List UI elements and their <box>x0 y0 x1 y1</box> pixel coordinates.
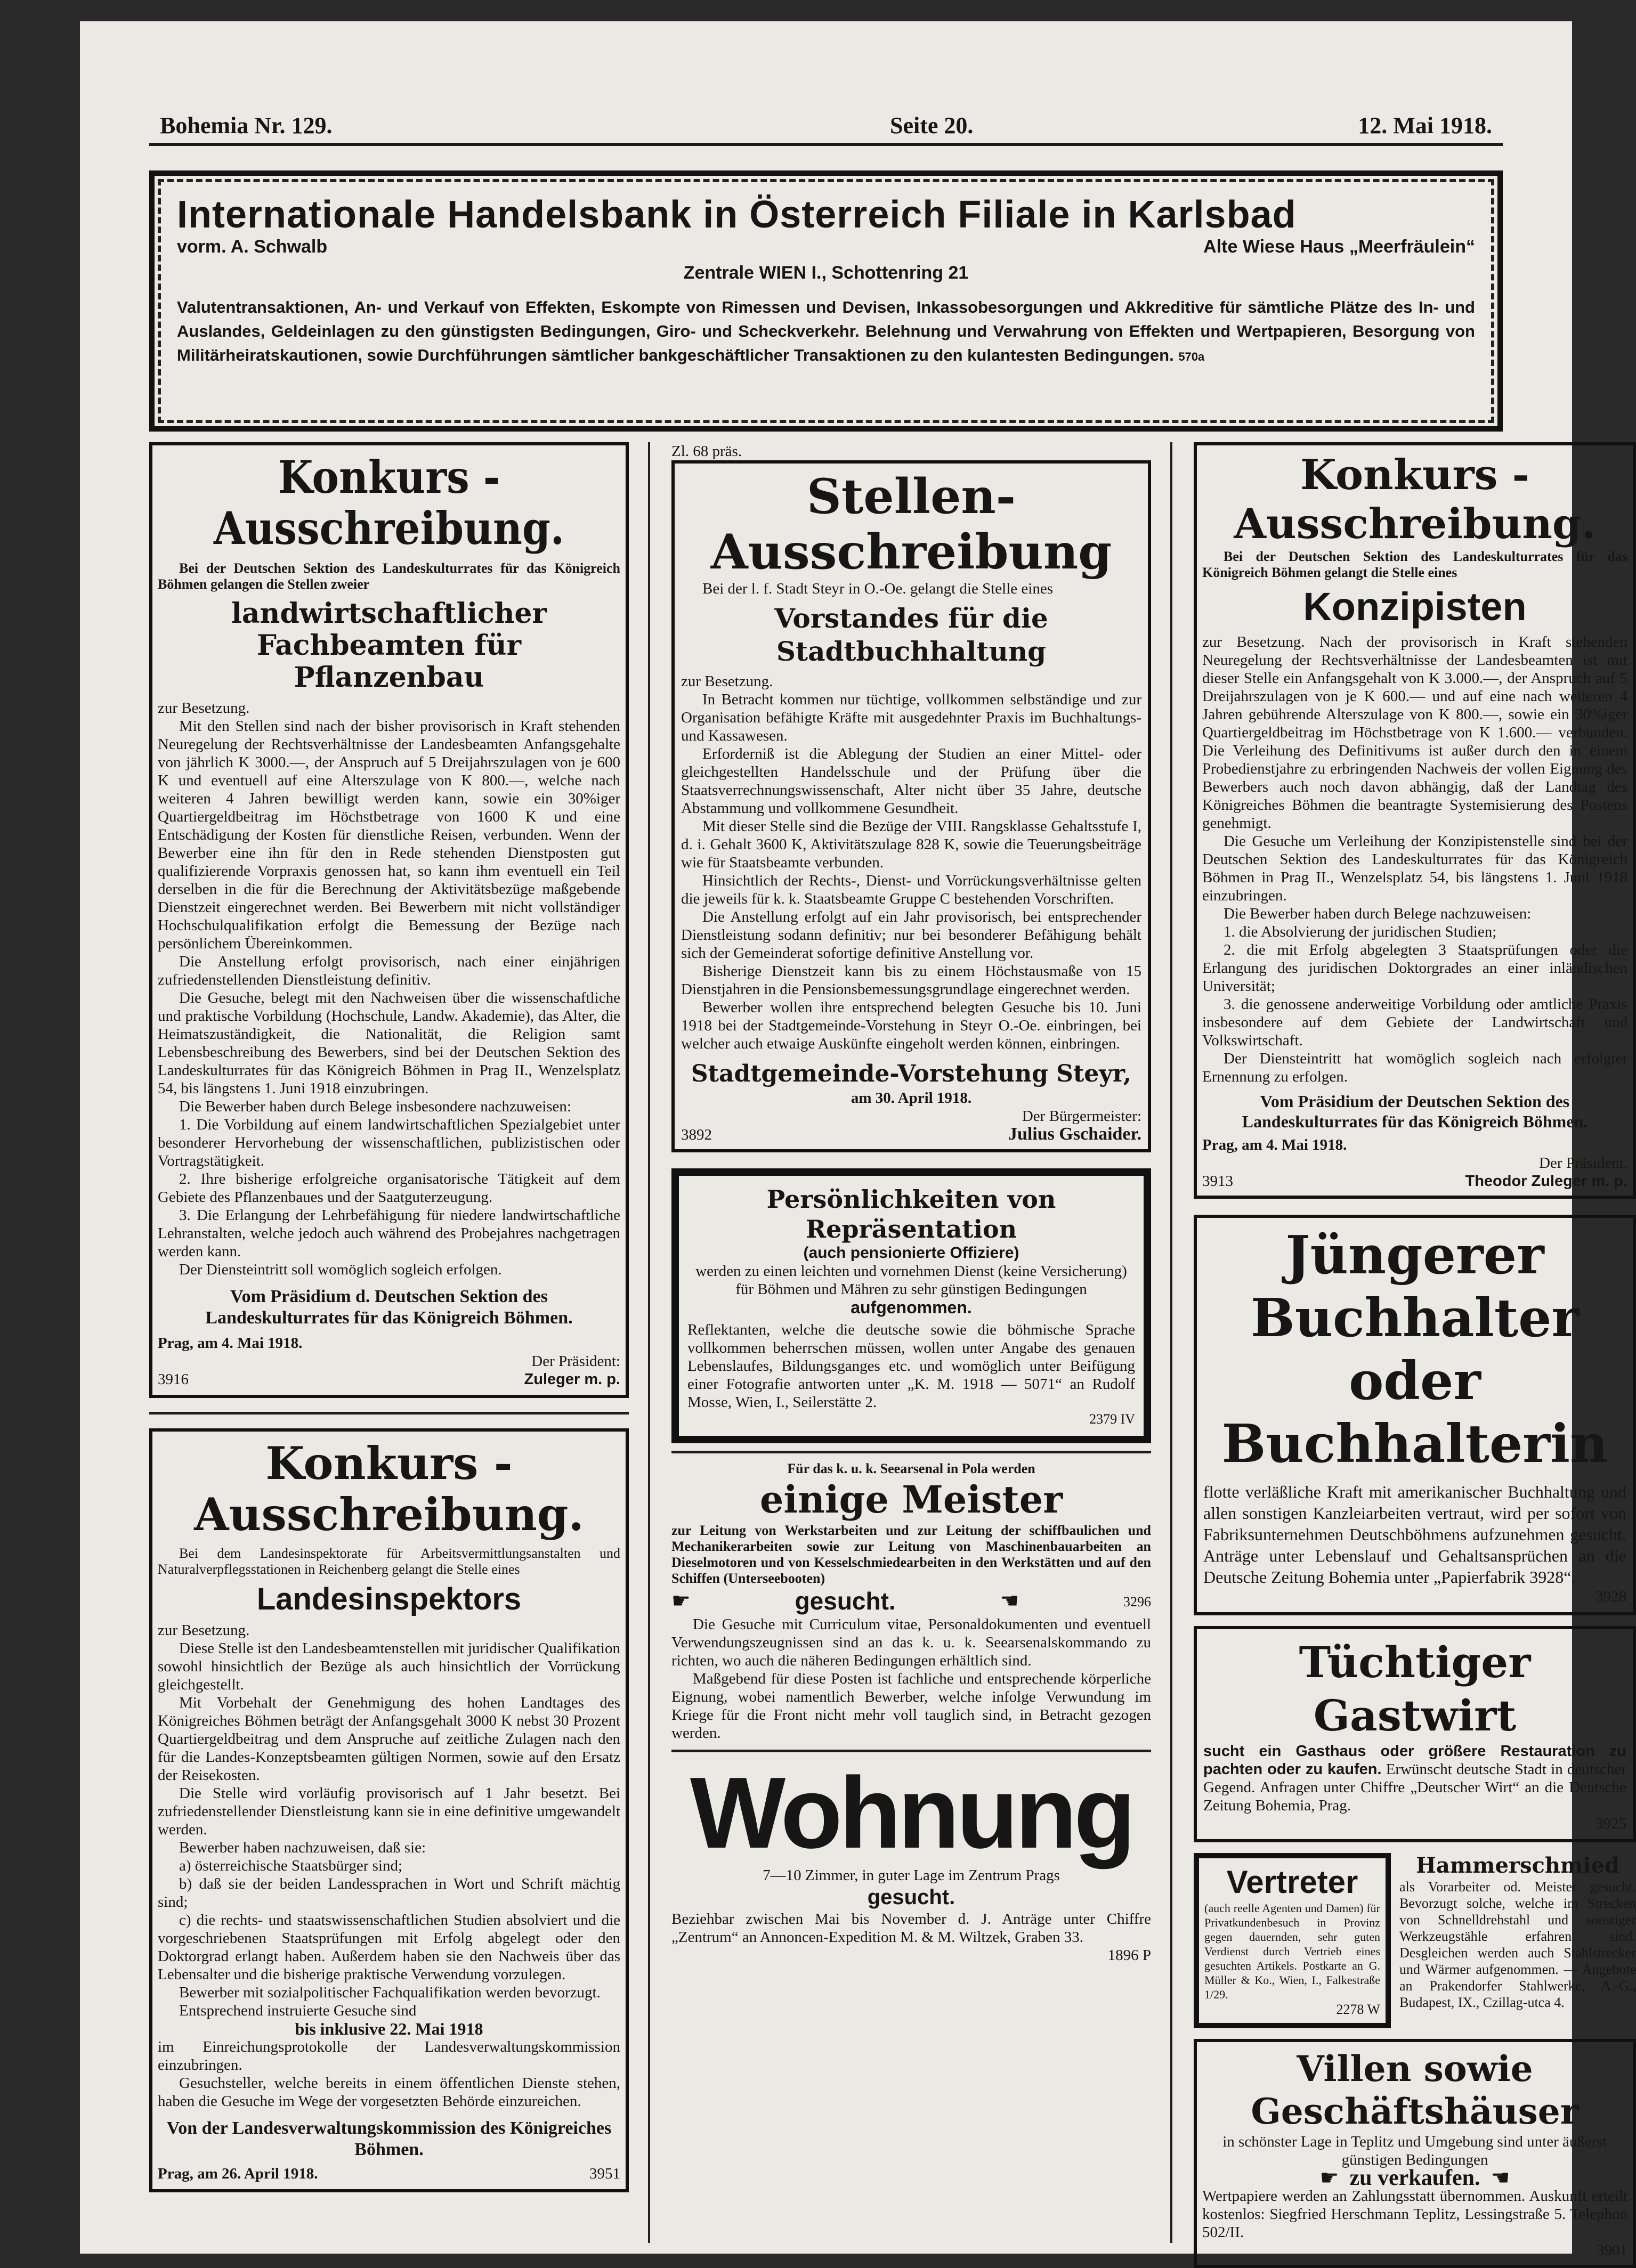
ad-number: 3296 <box>1123 1594 1151 1609</box>
ad-intro: Bei der l. f. Stadt Steyr in O.-Oe. gelangt die Stelle eines <box>702 580 1053 597</box>
pointing-hand-icon: ☚ <box>1000 1589 1019 1613</box>
ad-date: Prag, am 4. Mai 1918. <box>158 1335 303 1352</box>
ad-intro: Für das k. u. k. Seearsenal in Pola werden <box>787 1461 1035 1476</box>
ad-text: zur Besetzung. <box>158 700 250 717</box>
ad-title: Wohnung <box>690 1757 1133 1869</box>
gastwirt-ad <box>1194 1626 1636 1842</box>
ad-title: Jüngerer Buchhalter <box>1250 1225 1580 1349</box>
hammerschmied-ad <box>1399 1853 1636 2028</box>
ad-title: Konkurs - Ausschreibung. <box>194 1437 584 1541</box>
ad-heading: landwirtschaftlicher Fachbeamten für Pflanzenbau <box>231 597 547 694</box>
newspaper-page <box>80 21 1636 2259</box>
column-divider <box>1170 442 1172 2243</box>
ad-text: 1. die Absolvierung der juridischen Studien; <box>1224 923 1497 940</box>
villen-ad <box>1194 2039 1636 2268</box>
ad-text: zur Besetzung. Nach der provisorisch in Kraft stehenden Neuregelung der Rechtsverhältnisse der Landesbeamten ist mit dieser Stelle ein Anfangsgehalt von K 3.000.—, der Anspruch auf 5 Dreijahrszulagen von je K 600.— und auf eine nach weiteren 4 Jahren gebührende Alterszulage von K 800.—, sowie ein 30%iger Quartiergeldbeitrag im Höchstbetrage von K 1.600.— verbunden. Die Verleihung des Definitivums ist außer durch den in einem Probedienstjahre zu erbringenden Nachweis der vollen Eignung des Bewerbers auch noch davon abhängig, daß der Landtag des Königreiches Böhmen die beantragte Systemisierung des Postens genehmigt. <box>1202 633 1627 832</box>
pointing-hand-icon: ☛ <box>1319 2166 1339 2190</box>
ad-sell: zu verkaufen. <box>1349 2166 1480 2190</box>
ad-title: Hammerschmied <box>1416 1853 1619 1878</box>
repraesentation-ad <box>671 1168 1151 1443</box>
ad-text: aufgenommen. <box>851 1298 972 1317</box>
column-1 <box>149 442 629 2192</box>
ad-text: sucht ein Gasthaus oder größere Restauration zu pachten oder zu kaufen. <box>1203 1743 1626 1778</box>
ad-heading: Landesinspektors <box>256 1582 522 1616</box>
ad-heading: Vorstandes für die Stadtbuchhaltung <box>774 603 1048 667</box>
ad-text: a) österreichische Staatsbürger sind; <box>179 1857 403 1874</box>
ad-text: Maßgebend für diese Posten ist fachliche und entsprechende körperliche Eignung, wobei namentlich Bewerber, welche infolge Verwundung im Kriege für die Front nicht mehr voll tauglich sind, in Betracht gezogen werden. <box>671 1670 1151 1742</box>
buchhalter-ad <box>1194 1215 1636 1615</box>
ad-signature: Von der Landesverwaltungskommission des Königreiches Böhmen. <box>166 2118 612 2159</box>
mayor-label: Der Bürgermeister: <box>1022 1108 1141 1125</box>
bank-body: Valutentransaktionen, An- und Verkauf von Effekten, Eskompte von Rimessen und Devisen, Inkassobesorgungen und Akkreditive für sämtliche Plätze des In- und Auslandes, Geldeinlagen zu den günstigsten Bedingungen, Giro- und Scheckverkehr. Belehnung und Verwahrung von Effekten und Wertpapieren, Besorgung von Militärheiratskautionen, sowie Durchführungen sämtlicher bankgeschäftlicher Transaktionen zu den kulantesten Bedingungen. 570a <box>177 298 1475 364</box>
ad-text: Mit dieser Stelle sind die Bezüge der VIII. Rangsklasse Gehaltsstufe I, d. i. Gehalt 3600 K, Aktivitätszulage 828 K, sowie die Teuerungsbeiträge wie für Staatsbeamte verbunden. <box>681 818 1141 871</box>
ad-signature: Stadtgemeinde-Vorstehung Steyr, <box>691 1060 1132 1087</box>
ad-number: 2278 W <box>1336 2002 1380 2017</box>
ad-text: Entsprechend instruierte Gesuche sind <box>179 2002 417 2019</box>
ad-title: Konkurs - Ausschreibung. <box>1234 451 1596 548</box>
ad-number: 3901 <box>1597 2242 1627 2259</box>
konkurs-ad-2 <box>149 1428 629 2192</box>
ad-text: Mit Vorbehalt der Genehmigung des hohen Landtages des Königreiches Böhmen beträgt der Anfangsgehalt 3000 K nebst 30 Prozent Quartiergeldbeitrag und dem Anspruche auf zeitliche Zulagen nach den für die Landes-Konzeptsbeamten gültigen Normen, sowie auf den Ersatz der Reisekosten. <box>158 1694 620 1784</box>
stellen-ad <box>671 460 1151 1152</box>
mayor-name: Julius Gschaider. <box>1008 1124 1141 1144</box>
page-number: Seite 20. <box>890 112 974 139</box>
column-divider <box>648 442 650 2243</box>
ad-text: Bisherige Dienstzeit kann bis zu einem Höchstausmaße von 15 Dienstjahren in die Pensionsbemessungsgrundlage eingerechnet werden. <box>681 963 1141 998</box>
ad-number: 3913 <box>1202 1173 1233 1190</box>
ad-sub: (auch pensionierte Offiziere) <box>803 1244 1019 1262</box>
ad-text: 7—10 Zimmer, in guter Lage im Zentrum Prags <box>763 1867 1060 1884</box>
column-2 <box>671 442 1151 1964</box>
ad-title: Vertreter <box>1226 1864 1358 1900</box>
ad-text: c) die rechts- und staatswissenschaftlichen Studien absolviert und die vorgeschriebenen Staatsprüfungen mit Erfolg abgelegt oder den Doktorgrad erlangt haben. Außerdem haben sie den Nachweis über das Lebensalter und die bisherige praktische Verwendung vorzulegen. <box>158 1912 620 1983</box>
ad-text: Beziehbar zwischen Mai bis November d. J. Anträge unter Chiffre „Zentrum“ an Annoncen-Expedition M. & M. Wiltzek, Graben 33. <box>671 1911 1151 1946</box>
vertreter-ad <box>1194 1853 1391 2028</box>
ad-number: 3925 <box>1595 1815 1626 1832</box>
ad-text: Mit den Stellen sind nach der bisher provisorisch in Kraft stehenden Neuregelung der Rechtsverhältnisse der Landesbeamten Anfangsgehalte von jährlich K 3000.—, der Anspruch auf 5 Dreijahrszulagen von je 600 K und eventuell auf eine Alterszulage von K 800.—, welche nach weiteren 4 Jahren bewilligt werden kann, sowie ein 30%iger Quartiergeldbeitrag im Höchstbetrage von 1600 K und eine Entschädigung der Kosten für dienstliche Reisen, verbunden. Wenn der Bewerber eine ihn für den in Rede stehenden Dienstposten gut qualifizierende Vorpraxis genossen hat, so kann ihm eventuell ein Teil derselben in die für die Berechnung der Aktivitätsbezüge maßgebende Dienstzeit eingerechnet werden. Bei Bewerbern mit nicht vollständiger Hochschulqualifikation erfolgt die Bemessung der Bezüge nach persönlichem Übereinkommen. <box>158 718 620 952</box>
ad-text: b) daß sie der beiden Landessprachen in Wort und Schrift mächtig sind; <box>158 1875 620 1911</box>
ad-title: Stellen-Ausschreibung <box>710 468 1112 580</box>
konkurs-ad-3 <box>1194 442 1636 1199</box>
ad-text: Hinsichtlich der Rechts-, Dienst- und Vorrückungsverhältnisse gelten die jeweils für k. k. Staatsbeamte Gruppe C bestehenden Vorschriften. <box>681 872 1141 907</box>
ad-text: Die Stelle wird vorläufig provisorisch auf 1 Jahr besetzt. Bei zufriedenstellender Dienstleistung kann sie in eine definitive umgewandelt werden. <box>158 1785 620 1838</box>
ad-text: 1. Die Vorbildung auf einem landwirtschaftlichen Spezialgebiet unter besonderer Hervorhebung der wissenschaftlichen, publizistischen oder Vortragstätigkeit. <box>158 1116 620 1169</box>
ad-text: In Betracht kommen nur tüchtige, vollkommen selbständige und zur Organisation befähigte Kräfte mit ausgedehnter Praxis im Buchhaltungs- und Kassawesen. <box>681 691 1141 744</box>
ad-text: Die Anstellung erfolgt provisorisch, nach einer einjährigen zufriedenstellenden Dienstleistung definitiv. <box>158 953 620 988</box>
ad-number: 3892 <box>681 1126 712 1143</box>
ad-text: Die Bewerber haben durch Belege nachzuweisen: <box>1224 905 1532 922</box>
ad-title: Tüchtiger Gastwirt <box>1299 1637 1531 1741</box>
ad-intro: Bei der Deutschen Sektion des Landeskulturrates für das Königreich Böhmen gelangt die Stelle eines <box>1202 549 1627 580</box>
president-label: Der Präsident: <box>531 1353 620 1370</box>
meister-ad <box>671 1461 1151 1742</box>
ad-text: Reflektanten, welche die deutsche sowie die böhmische Sprache vollkommen beherrschen müssen, wollen unter Angabe des genauen Lebenslaufes, Bildungsganges etc. und womöglich unter Beifügung einer Fotografie antworten unter „K. M. 1918 — 5071“ an Rudolf Mosse, Wien, I., Seilerstätte 2. <box>687 1321 1135 1411</box>
ad-text: Wertpapiere werden an Zahlungsstatt übernommen. Auskunft erteilt kostenlos: Siegfried Herschmann Teplitz, Lessingstraße 5. Telephon 502/II. <box>1202 2188 1627 2241</box>
ad-text: werden zu einen leichten und vornehmen Dienst (keine Versicherung) für Böhmen und Mähren zu sehr günstigen Bedingungen <box>695 1263 1127 1298</box>
ad-text: zur Besetzung. <box>681 673 773 690</box>
ad-number: 3951 <box>589 2165 620 2182</box>
president-label: Der Präsident. <box>1539 1155 1627 1172</box>
ad-text: in schönster Lage in Teplitz und Umgebung sind unter äußerst günstigen Bedingungen <box>1222 2133 1607 2168</box>
small-ads-row <box>1194 1853 1636 2028</box>
ad-text: Der Diensteintritt soll womöglich sogleich erfolgen. <box>179 1261 502 1278</box>
bank-code: 570a <box>1178 350 1205 363</box>
ad-text: als Vorarbeiter od. Meister gesucht. Bevorzugt solche, welche im Strecken von Schnelldrehstahl und sonstiger Werkzeugstähle erfahren sind. Desgleichen werden auch Stahlstrecker und Wärmer aufgenommen. — Angebote an Prakendorfer Stahlwerke, A.-G., Budapest, IX., Czillag-utca 4. <box>1399 1879 1636 2010</box>
ad-text: Die Gesuche, belegt mit den Nachweisen über die wissenschaftliche und praktische Vorbildung (Hochschule, Landw. Akademie), das Alter, die Heimatszuständigkeit, die Nationalität, die Religion samt Lebensbeschreibung des Bewerbers, sind bei der Deutschen Sektion des Landeskulturrates für das Königreich Böhmen in Prag II., Wenzelsplatz 54, bis längstens 1. Juni 1918 einzubringen. <box>158 989 620 1097</box>
ad-text: Gesuchsteller, welche bereits in einem öffentlichen Dienste stehen, haben die Gesuche im Wege der vorgesetzten Behörde einzureichen. <box>158 2075 620 2110</box>
ad-text: Bewerber wollen ihre entsprechend belegten Gesuche bis 10. Juni 1918 bei der Stadtgemeinde-Vorstehung in Steyr O.-Oe. einbringen, bei welcher auch etwaige Auskünfte eingeholt werden können, einbringen. <box>681 999 1141 1052</box>
ad-text: Die Gesuche mit Curriculum vitae, Personaldokumenten und eventuell Verwendungszeugnissen sind an das k. u. k. Seearsenalskommando zu richten, wo auch die näheren Bedingungen erhältlich sind. <box>671 1616 1151 1669</box>
ad-heading: Konzipisten <box>1303 584 1527 629</box>
ad-text: flotte verläßliche Kraft mit amerikanischer Buchhaltung und allen sonstigen Kanzleiarbeiten vertraut, wird per sofort von Fabriksunternehmen Deutschböhmens aufzunehmen gesucht. Anträge unter Lebenslauf und Gehaltsansprüchen an die Deutsche Zeitung Bohemia unter „Papierfabrik 3928“. <box>1203 1482 1626 1587</box>
ad-date: am 30. April 1918. <box>851 1090 972 1107</box>
ad-text: 3. Die Erlangung der Lehrbefähigung für niedere landwirtschaftliche Lehranstalten, welche jedoch auch während des Probejahres nachgetragen werden kann. <box>158 1207 620 1260</box>
pointing-hand-icon: ☛ <box>671 1589 691 1613</box>
ad-text: 3. die genossene anderweitige Vorbildung oder amtliche Praxis insbesondere auf dem Gebiete der Landwirtschaft und Volkswirtschaft. <box>1202 996 1627 1049</box>
ad-text: Bewerber mit sozialpolitischer Fachqualifikation werden bevorzugt. <box>179 1984 601 2001</box>
ad-text: Die Anstellung erfolgt auf ein Jahr provisorisch, bei entsprechender Dienstleistung sodann definitiv; nur bei besonderer Befähigung behält sich der Gemeinderat sofortige definitive Anstellung vor. <box>681 908 1141 962</box>
bank-zentrale: Zentrale WIEN I., Schottenring 21 <box>683 263 969 283</box>
ad-text: 2. die mit Erfolg abgelegten 3 Staatsprüfungen oder die Erlangung des juridischen Doktorgrades an einer inländischen Universität; <box>1202 941 1627 995</box>
ad-intro: Bei der Deutschen Sektion des Landeskulturrates für das Königreich Böhmen gelangen die Stellen zweier <box>158 560 620 592</box>
president-name: Zuleger m. p. <box>524 1371 620 1388</box>
ad-date: Prag, am 26. April 1918. <box>158 2165 318 2182</box>
ad-deadline: bis inklusive 22. Mai 1918 <box>295 2019 483 2038</box>
bank-title: Internationale Handelsbank in Österreich Filiale in Karlsbad <box>177 193 1297 236</box>
ad-signature: Vom Präsidium d. Deutschen Sektion des Landeskulturrates für das Königreich Böhmen. <box>205 1287 573 1328</box>
issue-label: Bohemia Nr. 129. <box>160 112 333 139</box>
ad-number: 2379 IV <box>1089 1411 1135 1427</box>
pointing-hand-icon: ☚ <box>1491 2166 1510 2190</box>
ad-number: 3916 <box>158 1371 189 1388</box>
president-name: Theodor Zuleger m. p. <box>1465 1173 1627 1190</box>
ad-intro: Bei dem Landesinspektorate für Arbeitsvermittlungsanstalten und Naturalverpflegsstationen in Reichenberg gelangt die Stelle eines <box>158 1546 620 1577</box>
ad-wanted: gesucht. <box>795 1587 896 1615</box>
bank-sub-right: Alte Wiese Haus „Meerfräulein“ <box>1203 237 1475 257</box>
ad-text: zur Leitung von Werkstarbeiten und zur Leitung der schiffbaulichen und Mechanikerarbeiten sowie zur Leitung von Maschinenbauarbeiten an Dieselmotoren und von Kesselschmiedearbeiten in den Werkstätten und auf den Schiffen (Unterseebooten) <box>671 1523 1151 1586</box>
ad-text: Erforderniß ist die Ablegung der Studien an einer Mittel- oder gleichgestellten Handelsschule und der Prüfung über die Staatsverrechnungswissenschaft, Alter nicht über 35 Jahre, deutsche Abstammung und vollkommene Gesundheit. <box>681 745 1141 817</box>
ad-date: Prag, am 4. Mai 1918. <box>1202 1136 1347 1153</box>
issue-date: 12. Mai 1918. <box>1358 112 1492 139</box>
ad-text: zur Besetzung. <box>158 1622 250 1639</box>
ad-title: einige Meister <box>759 1477 1063 1522</box>
ad-title: Persönlichkeiten von Repräsentation <box>766 1185 1056 1243</box>
ad-text: im Einreichungsprotokolle der Landesverwaltungskommission einzubringen. <box>158 2038 620 2074</box>
page-header <box>160 112 1492 144</box>
column-3 <box>1194 442 1636 2268</box>
ad-number: 1896 P <box>1107 1947 1151 1964</box>
konkurs-ad-1 <box>149 442 629 1398</box>
ad-text: (auch reelle Agenten und Damen) für Privatkundenbesuch in Provinz gegen dauernden, sehr guten Verdienst durch Vertrieb eines gesuchten Artikels. Postkarte an G. Müller & Ko., Wien, I., Falkestraße 1/29. <box>1204 1901 1380 2001</box>
ad-signature: Vom Präsidium der Deutschen Sektion des Landeskulturrates für das Königreich Böhmen. <box>1242 1092 1588 1131</box>
ad-wanted: gesucht. <box>867 1885 955 1909</box>
ad-number: 3928 <box>1595 1588 1626 1605</box>
ad-title: Konkurs - Ausschreibung. <box>213 451 565 555</box>
wohnung-ad <box>671 1757 1151 1964</box>
ad-text: Bewerber haben nachzuweisen, daß sie: <box>179 1839 426 1856</box>
ad-title: oder Buchhalterin <box>1221 1351 1608 1475</box>
bank-ad <box>149 170 1503 432</box>
ad-text: 2. Ihre bisherige erfolgreiche organisatorische Tätigkeit auf dem Gebiete des Pflanzenbaues und der Saatguterzeugung. <box>158 1170 620 1206</box>
bank-sub-left: vorm. A. Schwalb <box>177 237 328 257</box>
ad-text: Die Bewerber haben durch Belege insbesondere nachzuweisen: <box>179 1098 571 1115</box>
ad-text: Erwünscht deutsche Stadt in deutscher Gegend. Anfragen unter Chiffre „Deutscher Wirt“ an die Deutsche Zeitung Bohemia, Prag. <box>1203 1761 1626 1814</box>
header-rule <box>149 143 1503 146</box>
ad-separator <box>671 1750 1151 1752</box>
ad-text: Diese Stelle ist den Landesbeamtenstellen mit juridischer Qualifikation sowohl hinsichtlich der Bezüge als auch hinsichtlich der Vorrückung gleichgestellt. <box>158 1640 620 1693</box>
ad-separator <box>671 1451 1151 1453</box>
ad-text: Die Gesuche um Verleihung der Konzipistenstelle sind bei der Deutschen Sektion des Landeskulturrates für das Königreich Böhmen in Prag II., Wenzelsplatz 54, bis längstens 1. Juni 1918 einzubringen. <box>1202 833 1627 904</box>
ad-text: Der Diensteintritt hat womöglich sogleich nach erfolgter Ernennung zu erfolgen. <box>1202 1050 1627 1085</box>
ad-separator <box>149 1412 629 1415</box>
reference-number: Zl. 68 präs. <box>671 443 742 460</box>
ad-title: Villen sowie Geschäftshäuser <box>1251 2048 1579 2132</box>
